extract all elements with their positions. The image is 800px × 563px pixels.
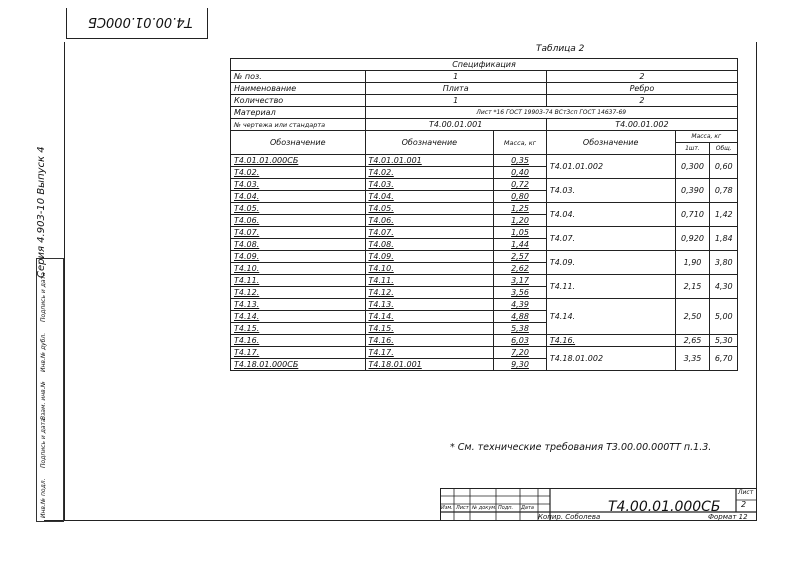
copied-by: Копир. Соболева — [538, 513, 601, 521]
name1: Плита — [365, 83, 546, 95]
cell-mass-1: 1,25 — [494, 203, 547, 215]
cell-designation-1: Т4.16. — [365, 335, 494, 347]
cell-mass-1: 0,72 — [494, 179, 547, 191]
cell-mass-unit: 1,90 — [675, 251, 710, 275]
table-row — [231, 95, 738, 107]
cell-designation: Т4.07. — [231, 227, 366, 239]
table-row — [231, 335, 738, 347]
cell-mass-total: 6,70 — [710, 347, 738, 371]
cell-designation: Т4.02. — [231, 167, 366, 179]
drawing1: Т4.00.01.001 — [365, 119, 546, 131]
tb-col-list: Лист — [456, 505, 469, 511]
table-row — [231, 251, 738, 263]
col-designation-1: Обозначение — [365, 131, 494, 155]
cell-mass-total: 5,00 — [710, 299, 738, 335]
qty2: 2 — [546, 95, 737, 107]
spec-header: Спецификация — [231, 59, 738, 71]
cell-designation-2: Т4.07. — [546, 227, 675, 251]
cell-designation: Т4.06. — [231, 215, 366, 227]
cell-mass-1: 2,62 — [494, 263, 547, 275]
table-title: Таблица 2 — [536, 44, 585, 54]
table-row — [231, 71, 738, 83]
cell-designation: Т4.04. — [231, 191, 366, 203]
cell-designation-2: Т4.14. — [546, 299, 675, 335]
tb-col-izm: Изм. — [441, 505, 453, 511]
side-stamp-label: Подпись и дата — [40, 418, 47, 468]
cell-mass-unit: 0,300 — [675, 155, 710, 179]
cell-designation-1: Т4.11. — [365, 275, 494, 287]
cell-designation-1: Т4.14. — [365, 311, 494, 323]
cell-mass-1: 3,17 — [494, 275, 547, 287]
cell-designation: Т4.08. — [231, 239, 366, 251]
cell-mass-1: 9,30 — [494, 359, 547, 371]
cell-mass-1: 6,03 — [494, 335, 547, 347]
cell-designation: Т4.09. — [231, 251, 366, 263]
pos2: 2 — [546, 71, 737, 83]
side-stamp-label: Инв.№ подл. — [40, 478, 47, 518]
cell-designation-1: Т4.07. — [365, 227, 494, 239]
cell-mass-unit: 2,15 — [675, 275, 710, 299]
footnote: * См. технические требования Т3.00.00.000ТТ п.1.3. — [450, 442, 712, 453]
cell-designation: Т4.14. — [231, 311, 366, 323]
table-row — [231, 227, 738, 239]
cell-designation: Т4.10. — [231, 263, 366, 275]
cell-designation-1: Т4.05. — [365, 203, 494, 215]
table-row — [231, 107, 738, 119]
table-row — [231, 83, 738, 95]
col-total: Общ. — [710, 143, 738, 155]
cell-designation-1: Т4.01.01.001 — [365, 155, 494, 167]
cell-mass-total: 0,60 — [710, 155, 738, 179]
cell-designation-1: Т4.10. — [365, 263, 494, 275]
cell-mass-1: 1,20 — [494, 215, 547, 227]
cell-designation-2: Т4.09. — [546, 251, 675, 275]
side-stamp-label: Взам. инв.№ — [40, 381, 47, 420]
cell-designation: Т4.18.01.000СБ — [231, 359, 366, 371]
cell-designation-1: Т4.09. — [365, 251, 494, 263]
cell-mass-1: 0,35 — [494, 155, 547, 167]
cell-mass-total: 0,78 — [710, 179, 738, 203]
cell-mass-1: 1,44 — [494, 239, 547, 251]
cell-mass-1: 7,20 — [494, 347, 547, 359]
col-unit: 1шт. — [675, 143, 710, 155]
cell-designation-1: Т4.12. — [365, 287, 494, 299]
cell-mass-total: 5,30 — [710, 335, 738, 347]
drawing2: Т4.00.01.002 — [546, 119, 737, 131]
table-row — [231, 347, 738, 359]
col-designation-2: Обозначение — [546, 131, 675, 155]
cell-designation-1: Т4.08. — [365, 239, 494, 251]
cell-designation: Т4.05. — [231, 203, 366, 215]
cell-designation-2: Т4.03. — [546, 179, 675, 203]
col-mass-1: Масса, кг — [494, 131, 547, 155]
material-value: Лист *16 ГОСТ 19903-74 ВСт3сп ГОСТ 14637-69 — [365, 107, 737, 119]
tb-sheet-label: Лист — [738, 489, 754, 496]
drawing-label: № чертежа или стандарта — [231, 119, 366, 131]
col-designation: Обозначение — [231, 131, 366, 155]
cell-mass-1: 2,57 — [494, 251, 547, 263]
title-block-code: Т4.00.01.000СБ — [608, 499, 721, 515]
cell-mass-unit: 0,920 — [675, 227, 710, 251]
side-stamp-label: Подпись и дата — [40, 272, 47, 322]
cell-mass-unit: 2,50 — [675, 299, 710, 335]
pos-label: № поз. — [231, 71, 366, 83]
tb-col-doc: № докум. — [472, 505, 497, 511]
cell-designation-2: Т4.04. — [546, 203, 675, 227]
table-row — [231, 131, 738, 143]
top-code: Т4.00.01.000СБ — [88, 14, 193, 29]
name-label: Наименование — [231, 83, 366, 95]
format-label: Формат 12 — [708, 513, 748, 521]
cell-mass-unit: 0,710 — [675, 203, 710, 227]
cell-mass-unit: 2,65 — [675, 335, 710, 347]
pos1: 1 — [365, 71, 546, 83]
col-mass-2: Масса, кг — [675, 131, 738, 143]
cell-designation-1: Т4.18.01.001 — [365, 359, 494, 371]
cell-designation: Т4.12. — [231, 287, 366, 299]
cell-mass-1: 0,40 — [494, 167, 547, 179]
cell-designation: Т4.13. — [231, 299, 366, 311]
cell-mass-1: 4,88 — [494, 311, 547, 323]
table-row — [231, 203, 738, 215]
cell-mass-1: 3,56 — [494, 287, 547, 299]
tb-sheet-number: 2 — [741, 500, 747, 509]
material-label: Материал — [231, 107, 366, 119]
cell-mass-total: 1,84 — [710, 227, 738, 251]
table-row — [231, 179, 738, 191]
cell-designation: Т4.17. — [231, 347, 366, 359]
cell-designation-1: Т4.06. — [365, 215, 494, 227]
cell-designation-1: Т4.13. — [365, 299, 494, 311]
cell-mass-1: 4,39 — [494, 299, 547, 311]
cell-mass-unit: 3,35 — [675, 347, 710, 371]
cell-designation: Т4.03. — [231, 179, 366, 191]
cell-mass-unit: 0,390 — [675, 179, 710, 203]
cell-designation-1: Т4.03. — [365, 179, 494, 191]
table-row — [231, 119, 738, 131]
cell-mass-1: 5,38 — [494, 323, 547, 335]
cell-designation-2: Т4.11. — [546, 275, 675, 299]
series-label: Серия 4.903-10 Выпуск 4 — [36, 146, 47, 278]
qty1: 1 — [365, 95, 546, 107]
tb-col-sign: Подп. — [498, 505, 514, 511]
cell-designation-2: Т4.16. — [546, 335, 675, 347]
cell-mass-1: 0,80 — [494, 191, 547, 203]
table-row — [231, 59, 738, 71]
cell-designation-2: Т4.18.01.002 — [546, 347, 675, 371]
side-stamp-label: Инв.№ дубл. — [40, 332, 47, 372]
cell-designation-1: Т4.02. — [365, 167, 494, 179]
cell-designation: Т4.11. — [231, 275, 366, 287]
cell-designation: Т4.16. — [231, 335, 366, 347]
sheet-left-border — [64, 42, 65, 520]
cell-designation: Т4.15. — [231, 323, 366, 335]
table-row — [231, 155, 738, 167]
specification-table — [230, 58, 738, 371]
cell-mass-total: 4,30 — [710, 275, 738, 299]
tb-col-date: Дата — [521, 505, 534, 511]
qty-label: Количество — [231, 95, 366, 107]
cell-mass-total: 3,80 — [710, 251, 738, 275]
table-row — [231, 275, 738, 287]
cell-designation-2: Т4.01.01.002 — [546, 155, 675, 179]
cell-mass-total: 1,42 — [710, 203, 738, 227]
cell-mass-1: 1,05 — [494, 227, 547, 239]
name2: Ребро — [546, 83, 737, 95]
cell-designation-1: Т4.04. — [365, 191, 494, 203]
cell-designation-1: Т4.15. — [365, 323, 494, 335]
table-row — [231, 299, 738, 311]
cell-designation: Т4.01.01.000СБ — [231, 155, 366, 167]
cell-designation-1: Т4.17. — [365, 347, 494, 359]
